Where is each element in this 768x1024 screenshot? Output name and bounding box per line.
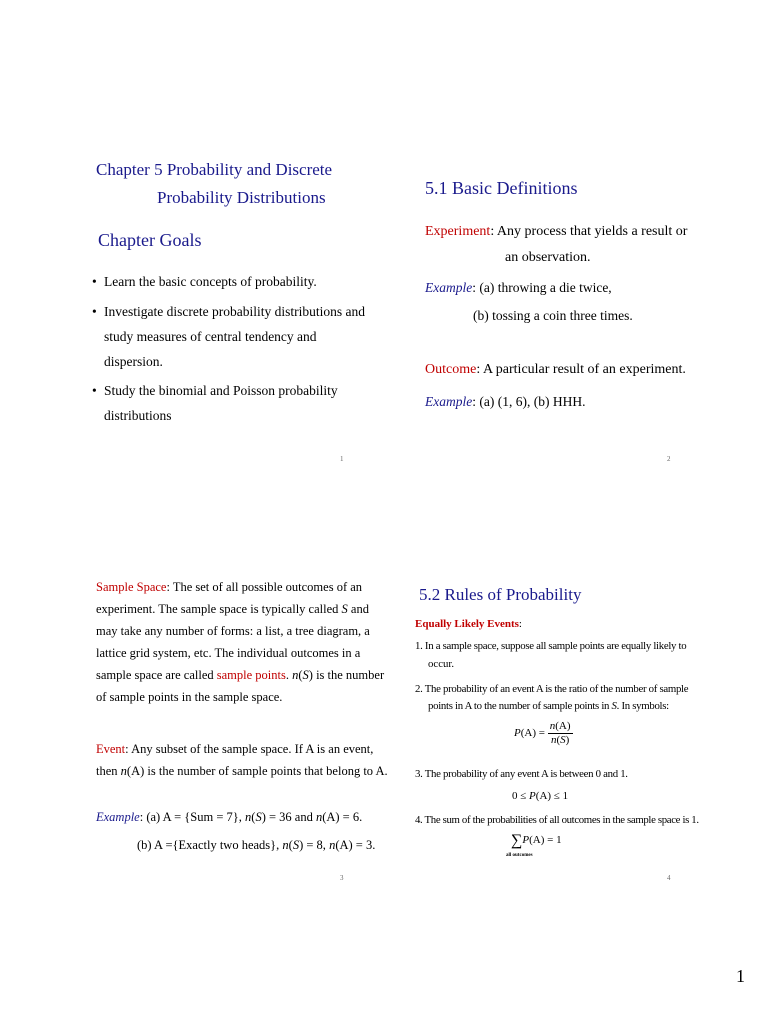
example-text: ( — [251, 810, 256, 824]
event-line2 — [96, 764, 388, 779]
example-text: (A) = 3. — [335, 838, 376, 852]
goal-text: Learn the basic concepts of probability. — [104, 274, 317, 289]
example-label: Example — [96, 810, 140, 824]
goal-bullet: • — [92, 274, 97, 289]
experiment-definition-line1 — [425, 224, 687, 240]
event-example-b — [137, 838, 375, 853]
rule-2-line2 — [428, 700, 669, 712]
example-symbol: n — [329, 838, 336, 852]
formula-text: 0 ≤ — [512, 790, 530, 802]
goal-text: study measures of central tendency and — [104, 329, 317, 344]
formula-sum-of-probabilities — [511, 832, 562, 850]
sample-space-line5 — [96, 668, 384, 683]
rule-2-line1: 2. The probability of an event A is the ratio of the number of sample — [415, 683, 689, 695]
example-text: (A) = 6. — [322, 810, 363, 824]
formula-symbol: P — [529, 790, 536, 802]
slide-number: 4 — [667, 874, 671, 882]
rule-symbol: S — [611, 700, 617, 712]
outcome-example — [425, 394, 585, 410]
sample-space-text: : The set of all possible outcomes of an — [166, 580, 363, 594]
example-text: (b) A ={Exactly two heads}, — [137, 838, 283, 852]
formula-text: (A) = 1 — [529, 834, 562, 846]
sample-space-text: and — [347, 602, 369, 616]
sigma-symbol: ∑ — [511, 832, 523, 849]
section-heading: 5.1 Basic Definitions — [425, 178, 578, 198]
equally-likely-term: Equally Likely Events — [415, 618, 519, 630]
experiment-term: Experiment — [425, 224, 491, 239]
fraction-denominator — [548, 734, 573, 746]
equally-likely-colon: : — [518, 618, 522, 630]
goal-text: dispersion. — [104, 354, 163, 369]
example-symbol: S — [292, 838, 300, 852]
example-label: Example — [425, 280, 473, 295]
section-heading: 5.2 Rules of Probability — [419, 585, 582, 604]
formula-text: (A) — [555, 720, 571, 732]
experiment-definition-line2: an observation. — [505, 250, 591, 265]
goal-text: distributions — [104, 408, 172, 423]
formula-symbol: P — [514, 727, 521, 740]
goal-text: Investigate discrete probability distributions and — [104, 304, 365, 319]
slide-number: 3 — [340, 874, 344, 882]
equally-likely-heading — [415, 618, 522, 630]
chapter-goals-heading: Chapter Goals — [98, 230, 202, 250]
goal-text: Study the binomial and Poisson probability — [104, 383, 338, 398]
slide-2 — [384, 0, 768, 500]
example-text: ) = 8, — [299, 838, 330, 852]
event-text: (A) is the number of sample points that belong to A. — [126, 764, 388, 778]
experiment-example-b: (b) tossing a coin three times. — [473, 308, 633, 323]
sample-space-text: sample space are called — [96, 668, 217, 682]
goal-bullet: • — [92, 383, 97, 398]
formula-text: ( — [556, 734, 561, 746]
example-symbol: n — [315, 810, 323, 824]
fraction-numerator — [548, 721, 573, 734]
slide-1 — [0, 0, 384, 500]
sample-space-line3: may take any number of forms: a list, a tree diagram, a — [96, 624, 370, 638]
experiment-example-a — [425, 280, 612, 296]
sample-space-line6: of sample points in the sample space. — [96, 690, 283, 704]
formula-symbol: S — [560, 734, 566, 746]
rule-4: 4. The sum of the probabilities of all outcomes in the sample space is 1. — [415, 814, 699, 826]
slide-1-title-line1: Chapter 5 Probability and Discrete — [96, 160, 333, 179]
rule-text: . In symbols: — [616, 700, 669, 712]
formula-symbol: P — [522, 834, 530, 846]
slide-number: 2 — [667, 455, 671, 463]
sample-space-line2 — [96, 602, 369, 617]
sample-space-text: ) is the number — [308, 668, 385, 682]
rule-text: points in A to the number of sample points in — [428, 700, 612, 712]
event-line1 — [96, 742, 373, 757]
event-text: : Any subset of the sample space. If A is an event, — [125, 742, 374, 756]
outcome-term: Outcome — [425, 362, 477, 377]
sample-space-line4: lattice grid system, etc. The individual outcomes in a — [96, 646, 361, 660]
formula-fraction — [548, 721, 573, 746]
example-text: : (a) (1, 6), (b) HHH. — [472, 394, 586, 409]
formula-symbol: n — [550, 734, 557, 746]
sample-space-line1 — [96, 580, 362, 595]
example-text: ) = 36 and — [261, 810, 316, 824]
sample-space-text: experiment. The sample space is typically called — [96, 602, 342, 616]
sample-space-term: Sample Space — [96, 580, 167, 594]
sample-space-symbol: S — [341, 602, 348, 616]
example-symbol: S — [255, 810, 262, 824]
sample-space-symbol: S — [302, 668, 309, 682]
example-symbol: n — [282, 838, 289, 852]
event-symbol: n — [120, 764, 127, 778]
formula-text: ) — [565, 734, 570, 746]
slide-number: 1 — [340, 455, 344, 463]
sample-space-text: ( — [298, 668, 303, 682]
outcome-def: : A particular result of an experiment. — [476, 362, 686, 377]
example-text: : (a) A = {Sum = 7}, — [139, 810, 246, 824]
outcome-definition — [425, 362, 686, 378]
example-label: Example — [425, 394, 473, 409]
goal-bullet: • — [92, 304, 97, 319]
example-text: ( — [288, 838, 293, 852]
event-text: then — [96, 764, 121, 778]
slide-4 — [384, 500, 768, 900]
rule-1-line2: occur. — [428, 658, 455, 670]
formula-text: (A) = — [520, 727, 545, 740]
formula-symbol: n — [549, 720, 556, 732]
sample-space-text: . — [285, 668, 293, 682]
event-term: Event — [96, 742, 126, 756]
page-number: 1 — [736, 966, 745, 986]
sample-space-symbol: n — [292, 668, 299, 682]
slide-1-title-line2: Probability Distributions — [157, 188, 326, 207]
formula-text: (A) ≤ 1 — [535, 790, 569, 802]
event-example-a — [96, 810, 362, 825]
experiment-def: : Any process that yields a result or — [490, 224, 688, 239]
rule-3: 3. The probability of any event A is between 0 and 1. — [415, 768, 628, 780]
slide-3 — [0, 500, 388, 900]
formula-probability-ratio — [514, 721, 573, 746]
example-symbol: n — [245, 810, 252, 824]
rule-1-line1: 1. In a sample space, suppose all sample points are equally likely to — [415, 640, 687, 652]
formula-probability-bounds — [512, 790, 568, 802]
sample-points-term: sample points — [216, 668, 286, 682]
formula-subscript: all outcomes — [506, 853, 533, 858]
example-text: : (a) throwing a die twice, — [472, 280, 612, 295]
